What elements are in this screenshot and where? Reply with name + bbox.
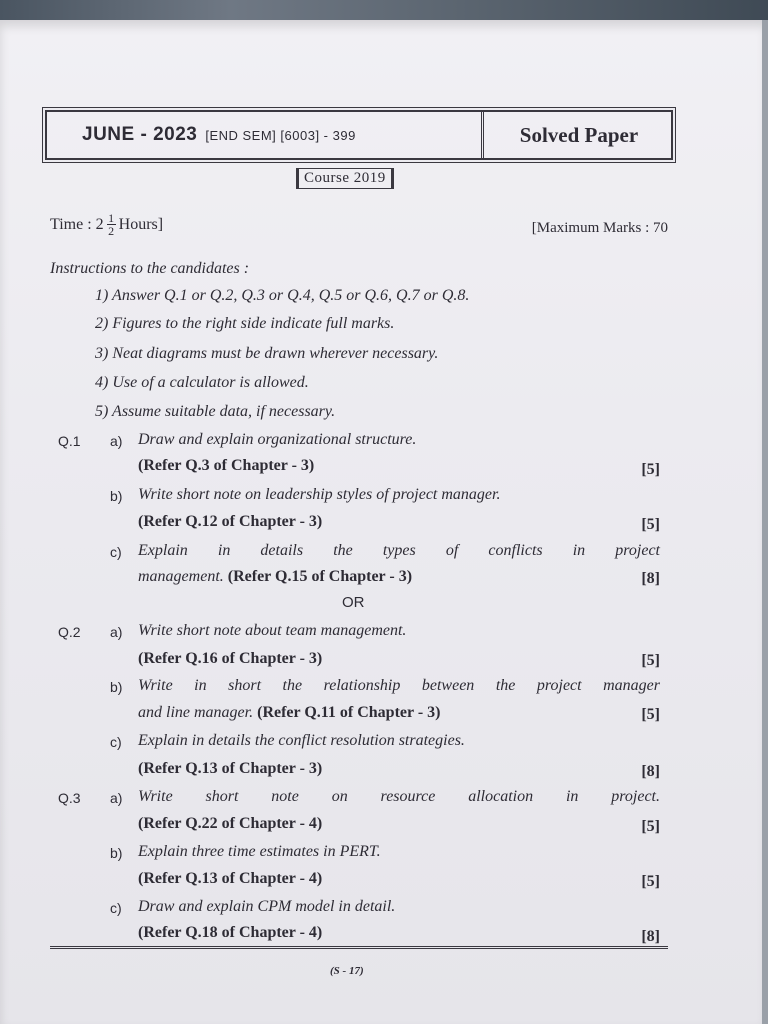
fraction-numerator: 1 [108, 211, 115, 225]
question-text: Write short note on resource allocation in project. [138, 788, 660, 805]
marks: [5] [641, 461, 660, 478]
or-separator: OR [342, 594, 365, 611]
solved-paper-label: Solved Paper [519, 122, 639, 147]
question-text: Explain in details the conflict resolution strategies. [138, 732, 465, 749]
part-label: b) [110, 679, 123, 695]
time-label: Time : 2 [50, 215, 104, 233]
question-text: Explain in details the types of conflicts in project [138, 542, 660, 559]
chapter-reference: (Refer Q.16 of Chapter - 3) [138, 650, 323, 667]
marks: [5] [641, 818, 660, 835]
question-text: Draw and explain CPM model in detail. [138, 898, 396, 915]
question-text: Write short note on leadership styles of project manager. [138, 486, 501, 503]
instruction-item: 3) Neat diagrams must be drawn wherever necessary. [95, 345, 439, 362]
exam-code: [END SEM] [6003] - 399 [205, 127, 356, 143]
part-label: a) [110, 433, 123, 449]
part-label: c) [110, 734, 122, 750]
question-text-continued [138, 568, 412, 586]
marks: [5] [641, 516, 660, 533]
question-text-line2: management. [138, 568, 224, 585]
marks: [8] [641, 763, 660, 780]
instruction-item: 2) Figures to the right side indicate full marks. [95, 315, 395, 332]
exam-month-year: JUNE - 2023 [82, 124, 198, 145]
time-fraction [107, 212, 116, 237]
marks: [8] [641, 570, 660, 587]
header-box [45, 110, 673, 160]
question-text: Write in short the relationship between the project manager [138, 677, 660, 694]
instruction-item: 5) Assume suitable data, if necessary. [95, 403, 336, 420]
part-label: a) [110, 790, 123, 806]
question-number: Q.1 [58, 433, 81, 449]
marks: [5] [641, 652, 660, 669]
marks: [8] [641, 928, 660, 945]
marks: [5] [641, 706, 660, 723]
fraction-denominator: 2 [108, 224, 115, 238]
page-footer: (S - 17) [330, 965, 364, 977]
chapter-reference: (Refer Q.12 of Chapter - 3) [138, 513, 323, 530]
part-label: c) [110, 544, 122, 560]
question-text-continued [138, 704, 440, 722]
question-text-line2: and line manager. [138, 704, 254, 721]
exam-title [47, 112, 484, 158]
question-text: Explain three time estimates in PERT. [138, 843, 381, 860]
part-label: b) [110, 488, 123, 504]
chapter-reference: (Refer Q.11 of Chapter - 3) [257, 704, 441, 721]
chapter-reference: (Refer Q.15 of Chapter - 3) [227, 568, 413, 585]
time-unit: Hours] [118, 215, 164, 233]
part-label: c) [110, 900, 122, 916]
time-info [50, 212, 163, 237]
marks: [5] [641, 873, 660, 890]
instructions-title: Instructions to the candidates : [50, 260, 250, 277]
chapter-reference: (Refer Q.13 of Chapter - 3) [138, 760, 323, 777]
question-number: Q.2 [58, 624, 81, 640]
chapter-reference: (Refer Q.22 of Chapter - 4) [138, 815, 323, 832]
instruction-item: 1) Answer Q.1 or Q.2, Q.3 or Q.4, Q.5 or Q.6, Q.7 or Q.8. [95, 287, 470, 304]
page-edge [762, 20, 768, 1024]
bottom-rule [50, 946, 668, 949]
part-label: b) [110, 845, 123, 861]
instruction-item: 4) Use of a calculator is allowed. [95, 374, 309, 391]
chapter-reference: (Refer Q.3 of Chapter - 3) [138, 457, 315, 474]
max-marks: [Maximum Marks : 70 [531, 220, 668, 236]
course-label: Course 2019 [296, 168, 394, 189]
question-text: Draw and explain organizational structure. [138, 431, 417, 448]
question-text: Write short note about team management. [138, 622, 407, 639]
chapter-reference: (Refer Q.13 of Chapter - 4) [138, 870, 323, 887]
part-label: a) [110, 624, 123, 640]
chapter-reference: (Refer Q.18 of Chapter - 4) [138, 924, 323, 941]
question-number: Q.3 [58, 790, 81, 806]
